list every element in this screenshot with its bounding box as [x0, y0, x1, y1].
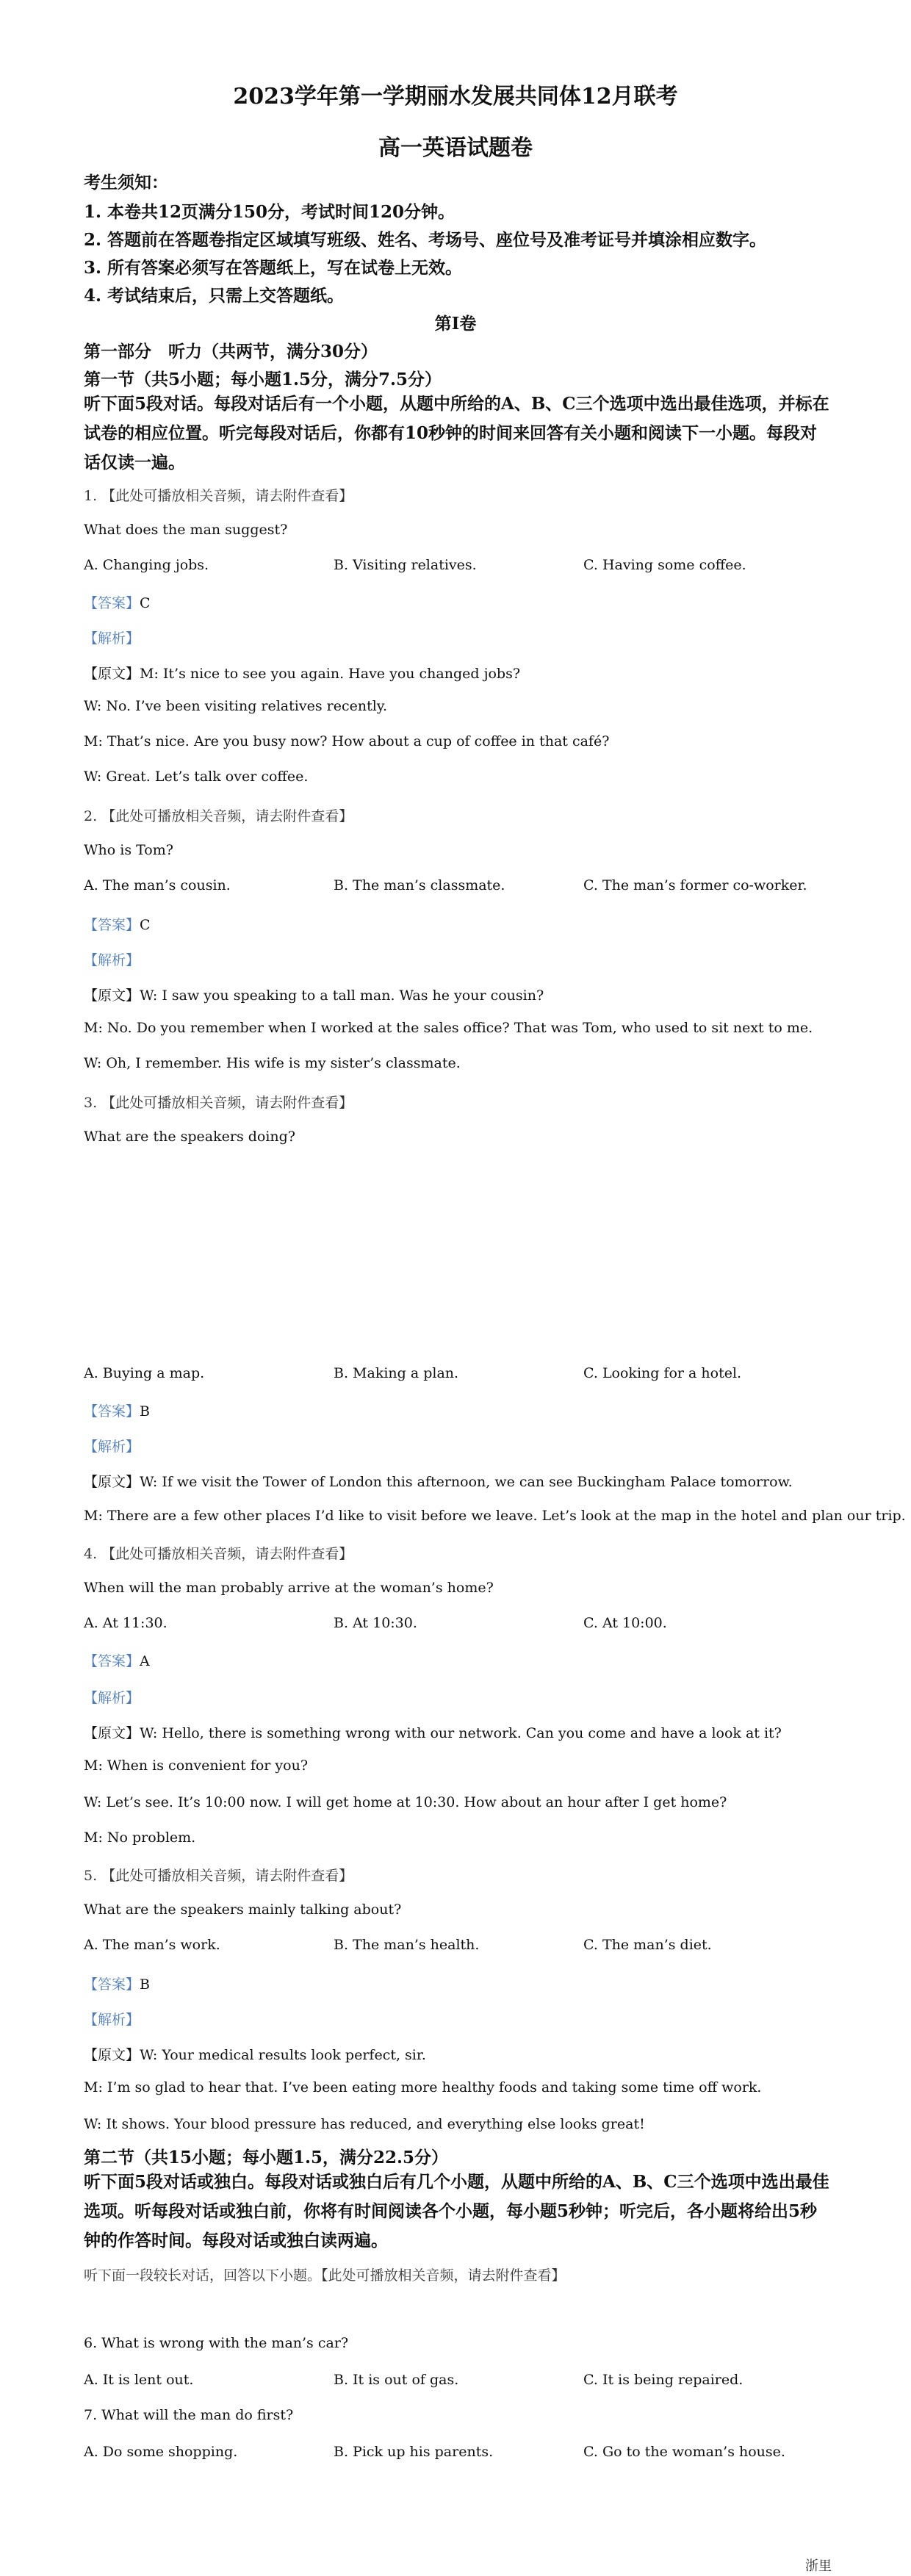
- answer-value: C: [140, 595, 151, 611]
- question-5-option-c: C. The man’s diet.: [583, 1937, 712, 1953]
- question-number: 5.: [84, 1868, 98, 1884]
- question-6-text: 6. What is wrong with the man’s car?: [84, 2335, 349, 2351]
- question-4-transcript-first: [84, 1722, 782, 1742]
- question-7-option-c: C. Go to the woman’s house.: [583, 2444, 785, 2460]
- question-2-option-b: B. The man’s classmate.: [334, 877, 505, 893]
- transcript-line: W: Great. Let’s talk over coffee.: [84, 769, 309, 785]
- question-7-option-a: A. Do some shopping.: [84, 2444, 238, 2460]
- transcript-line: M: There are a few other places I’d like to visit before we leave. Let’s look at the map in the hotel and plan our trip.: [84, 1508, 906, 1524]
- answer-value: B: [140, 1976, 150, 1993]
- question-3-option-c: C. Looking for a hotel.: [583, 1365, 742, 1381]
- question-1-option-b: B. Visiting relatives.: [334, 557, 477, 573]
- section2-heading: 第二节（共15小题；每小题1.5，满分22.5分）: [84, 2148, 449, 2167]
- transcript-line: M: I’m so glad to hear that. I’ve been eating more healthy foods and taking some time off work.: [84, 2079, 762, 2095]
- question-5-analysis: 【解析】: [84, 2012, 140, 2028]
- question-1-transcript-first: [84, 663, 520, 683]
- question-7-option-b: B. Pick up his parents.: [334, 2444, 494, 2460]
- question-4-text: When will the man probably arrive at the woman’s home?: [84, 1580, 494, 1596]
- question-4-option-a: A. At 11:30.: [84, 1615, 168, 1631]
- transcript-line: M: When is convenient for you?: [84, 1757, 309, 1774]
- question-2-answer: [84, 914, 151, 934]
- question-4-answer: [84, 1650, 150, 1670]
- question-number: 2.: [84, 808, 98, 824]
- original-label: 【原文】: [84, 1474, 140, 1490]
- volume-label: 第I卷: [434, 314, 477, 334]
- question-3-text: What are the speakers doing?: [84, 1129, 295, 1145]
- question-3-answer: [84, 1400, 150, 1420]
- section1-instructions: 听下面5段对话。每段对话后有一个小题，从题中所给的A、B、C三个选项中选出最佳选项，并标在试卷的相应位置。听完每段对话后，你都有10秒钟的时间来回答有关小题和阅读下一小题。每段对话仅读一遍。: [84, 394, 829, 472]
- transcript-line: W: Let’s see. It’s 10:00 now. I will get home at 10:30. How about an hour after I get home?: [84, 1794, 727, 1810]
- question-2-option-a: A. The man’s cousin.: [84, 877, 231, 893]
- question-4-analysis: 【解析】: [84, 1690, 140, 1706]
- question-5-option-a: A. The man’s work.: [84, 1937, 220, 1953]
- audio-placeholder: 【此处可播放相关音频，请去附件查看】: [101, 1546, 353, 1562]
- part1-heading: 第一部分 听力（共两节，满分30分）: [84, 342, 378, 361]
- question-2-analysis: 【解析】: [84, 952, 140, 968]
- question-4-option-b: B. At 10:30.: [334, 1615, 417, 1631]
- notice-heading: 考生须知：: [84, 173, 168, 193]
- question-1-analysis: 【解析】: [84, 630, 140, 647]
- question-1-audio[interactable]: [84, 485, 353, 505]
- question-1-text: What does the man suggest?: [84, 522, 288, 538]
- audio-placeholder: 【此处可播放相关音频，请去附件查看】: [101, 488, 353, 504]
- question-6-option-c: C. It is being repaired.: [583, 2372, 743, 2388]
- question-3-audio[interactable]: [84, 1092, 353, 1112]
- question-1-option-a: A. Changing jobs.: [84, 557, 209, 573]
- question-5-answer: [84, 1974, 150, 1993]
- question-4-option-c: C. At 10:00.: [583, 1615, 667, 1631]
- question-2-audio[interactable]: [84, 805, 353, 825]
- transcript-line: W: It shows. Your blood pressure has reduced, and everything else looks great!: [84, 2116, 645, 2132]
- transcript-line: W: Hello, there is something wrong with our network. Can you come and have a look at it?: [140, 1725, 782, 1741]
- question-4-audio[interactable]: [84, 1543, 353, 1563]
- question-5-transcript-first: [84, 2044, 426, 2064]
- notice-item: 4. 考试结束后，只需上交答题纸。: [84, 286, 345, 306]
- answer-value: B: [140, 1403, 150, 1420]
- transcript-line: M: That’s nice. Are you busy now? How about a cup of coffee in that café?: [84, 733, 610, 749]
- exam-subtitle: 高一英语试题卷: [378, 135, 533, 161]
- transcript-line: M: It’s nice to see you again. Have you changed jobs?: [140, 666, 521, 682]
- original-label: 【原文】: [84, 2047, 140, 2063]
- transcript-line: M: No. Do you remember when I worked at the sales office? That was Tom, who used to sit next to me.: [84, 1020, 813, 1036]
- question-2-option-c: C. The man’s former co-worker.: [583, 877, 807, 893]
- transcript-line: W: I saw you speaking to a tall man. Was he your cousin?: [140, 987, 544, 1004]
- transcript-line: W: Oh, I remember. His wife is my sister’s classmate.: [84, 1055, 461, 1071]
- answer-label: 【答案】: [84, 1653, 140, 1669]
- answer-label: 【答案】: [84, 1976, 140, 1993]
- question-3-option-b: B. Making a plan.: [334, 1365, 459, 1381]
- answer-label: 【答案】: [84, 917, 140, 933]
- transcript-line: W: If we visit the Tower of London this afternoon, we can see Buckingham Palace tomorrow.: [140, 1474, 793, 1490]
- answer-value: A: [140, 1653, 150, 1669]
- question-5-option-b: B. The man’s health.: [334, 1937, 480, 1953]
- notice-item: 3. 所有答案必须写在答题纸上，写在试卷上无效。: [84, 258, 463, 278]
- section2-hint[interactable]: 听下面一段较长对话，回答以下小题。【此处可播放相关音频，请去附件查看】: [84, 2267, 566, 2284]
- answer-label: 【答案】: [84, 1403, 140, 1420]
- question-5-text: What are the speakers mainly talking about?: [84, 1902, 402, 1918]
- transcript-line: M: No problem.: [84, 1830, 196, 1846]
- original-label: 【原文】: [84, 666, 140, 682]
- original-label: 【原文】: [84, 1725, 140, 1741]
- notice-item: 2. 答题前在答题卷指定区域填写班级、姓名、考场号、座位号及准考证号并填涂相应数字。: [84, 230, 767, 250]
- question-7-text: 7. What will the man do first?: [84, 2407, 294, 2423]
- question-1-answer: [84, 592, 151, 612]
- question-6-option-b: B. It is out of gas.: [334, 2372, 459, 2388]
- answer-value: C: [140, 917, 151, 933]
- section1-heading: 第一节（共5小题；每小题1.5分，满分7.5分）: [84, 370, 442, 389]
- original-label: 【原文】: [84, 987, 140, 1004]
- question-5-audio[interactable]: [84, 1865, 353, 1885]
- question-number: 4.: [84, 1546, 98, 1562]
- footer-label: 浙里: [805, 2558, 832, 2574]
- audio-placeholder: 【此处可播放相关音频，请去附件查看】: [101, 1095, 353, 1111]
- notice-item: 1. 本卷共12页满分150分，考试时间120分钟。: [84, 202, 455, 222]
- question-6-option-a: A. It is lent out.: [84, 2372, 194, 2388]
- exam-title: 2023学年第一学期丽水发展共同体12月联考: [233, 84, 678, 109]
- question-3-transcript-first: [84, 1471, 793, 1491]
- question-2-transcript-first: [84, 985, 544, 1004]
- answer-label: 【答案】: [84, 595, 140, 611]
- question-number: 1.: [84, 488, 98, 504]
- section2-instructions: 听下面5段对话或独白。每段对话或独白后有几个小题，从题中所给的A、B、C三个选项中选出最佳选项。听每段对话或独白前，你将有时间阅读各个小题，每小题5秒钟；听完后，各小题将给出5秒钟的作答时间。每段对话或独白读两遍。: [84, 2172, 829, 2251]
- question-3-option-a: A. Buying a map.: [84, 1365, 205, 1381]
- question-3-analysis: 【解析】: [84, 1439, 140, 1455]
- question-number: 3.: [84, 1095, 98, 1111]
- audio-placeholder: 【此处可播放相关音频，请去附件查看】: [101, 808, 353, 824]
- transcript-line: W: Your medical results look perfect, sir.: [140, 2047, 426, 2063]
- question-2-text: Who is Tom?: [84, 842, 173, 858]
- audio-placeholder: 【此处可播放相关音频，请去附件查看】: [101, 1868, 353, 1884]
- question-1-option-c: C. Having some coffee.: [583, 557, 746, 573]
- transcript-line: W: No. I’ve been visiting relatives recently.: [84, 698, 388, 714]
